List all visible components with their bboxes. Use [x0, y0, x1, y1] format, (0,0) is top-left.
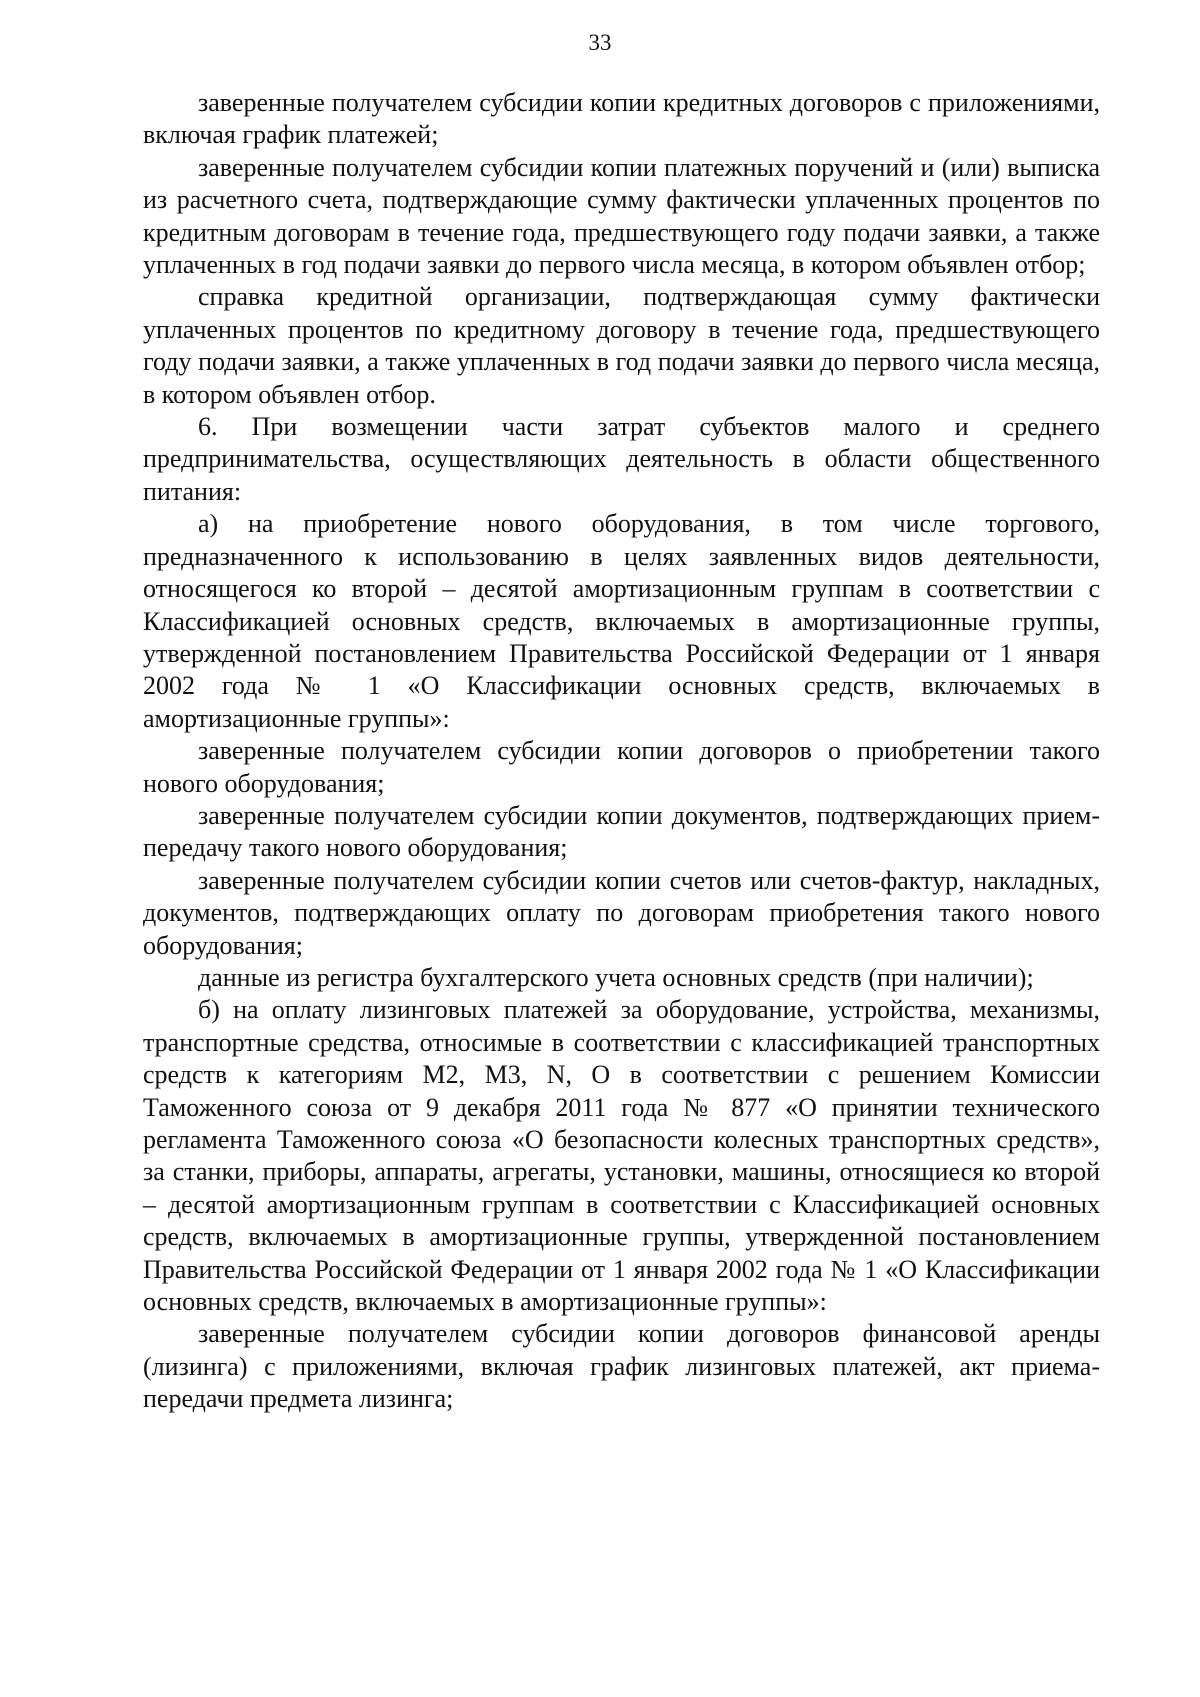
paragraph-payment-orders: заверенные получателем субсидии копии платежных поручений и (или) выписка из расчетного счета, подтверждающие сумму фактически уплаченных процентов по кредитным договорам в течение года, предшествующего году подачи заявки, а также уплаченных в год подачи заявки до первого числа месяца, в котором объявлен отбор;: [143, 152, 1100, 280]
paragraph-bank-certificate: справка кредитной организации, подтверждающая сумму фактически уплаченных процентов по кредитному договору в течение года, предшествующего году подачи заявки, а также уплаченных в год подачи заявки до первого числа месяца, в котором объявлен отбор.: [143, 282, 1100, 409]
paragraph-accounting-register: данные из регистра бухгалтерского учета основных средств (при наличии);: [198, 962, 1034, 992]
paragraph-subitem-a: а) на приобретение нового оборудования, в том числе торгового, предназначенного к использованию в целях заявленных видов деятельности, относящегося ко второй – десятой амортизационным группам в соответствии с Классификацией основных средств, включаемых в амортизационные группы, утвержденной постановлением Правительства Российской Федерации от 1 января 2002 года № 1 «О Классификации основных средств, включаемых в амортизационные группы»:: [143, 509, 1100, 733]
paragraph-purchase-contracts: заверенные получателем субсидии копии договоров о приобретении такого нового оборудования;: [143, 736, 1100, 798]
paragraph-transfer-documents: заверенные получателем субсидии копии документов, подтверждающих прием-передачу такого нового оборудования;: [143, 800, 1100, 863]
page-number: 33: [588, 30, 612, 55]
document-body: [143, 87, 1100, 1416]
paragraph-subitem-b: б) на оплату лизинговых платежей за оборудование, устройства, механизмы, транспортные средства, относимые в соответствии с классификацией транспортных средств к категориям M2, M3, N, O в соответствии с решением Комиссии Таможенного союза от 9 декабря 2011 года № 877 «О принятии технического регламента Таможенного союза «О безопасности колесных транспортных средств», за станки, приборы, аппараты, агрегаты, установки, машины, относящиеся ко второй – десятой амортизационным группам в соответствии с Классификацией основных средств, включаемых в амортизационные группы, утвержденной постановлением Правительства Российской Федерации от 1 января 2002 года № 1 «О Классификации основных средств, включаемых в амортизационные группы»:: [143, 995, 1100, 1317]
paragraph-credit-agreements: заверенные получателем субсидии копии кредитных договоров с приложениями, включая график платежей;: [143, 88, 1100, 150]
paragraph-invoices: заверенные получателем субсидии копии счетов или счетов-фактур, накладных, документов, подтверждающих оплату по договорам приобретения такого нового оборудования;: [143, 865, 1100, 960]
paragraph-leasing-contracts: заверенные получателем субсидии копии договоров финансовой аренды (лизинга) с приложениями, включая график лизинговых платежей, акт приема-передачи предмета лизинга;: [143, 1319, 1100, 1414]
paragraph-item-6: 6. При возмещении части затрат субъектов малого и среднего предпринимательства, осуществляющих деятельность в области общественного питания:: [143, 412, 1100, 506]
